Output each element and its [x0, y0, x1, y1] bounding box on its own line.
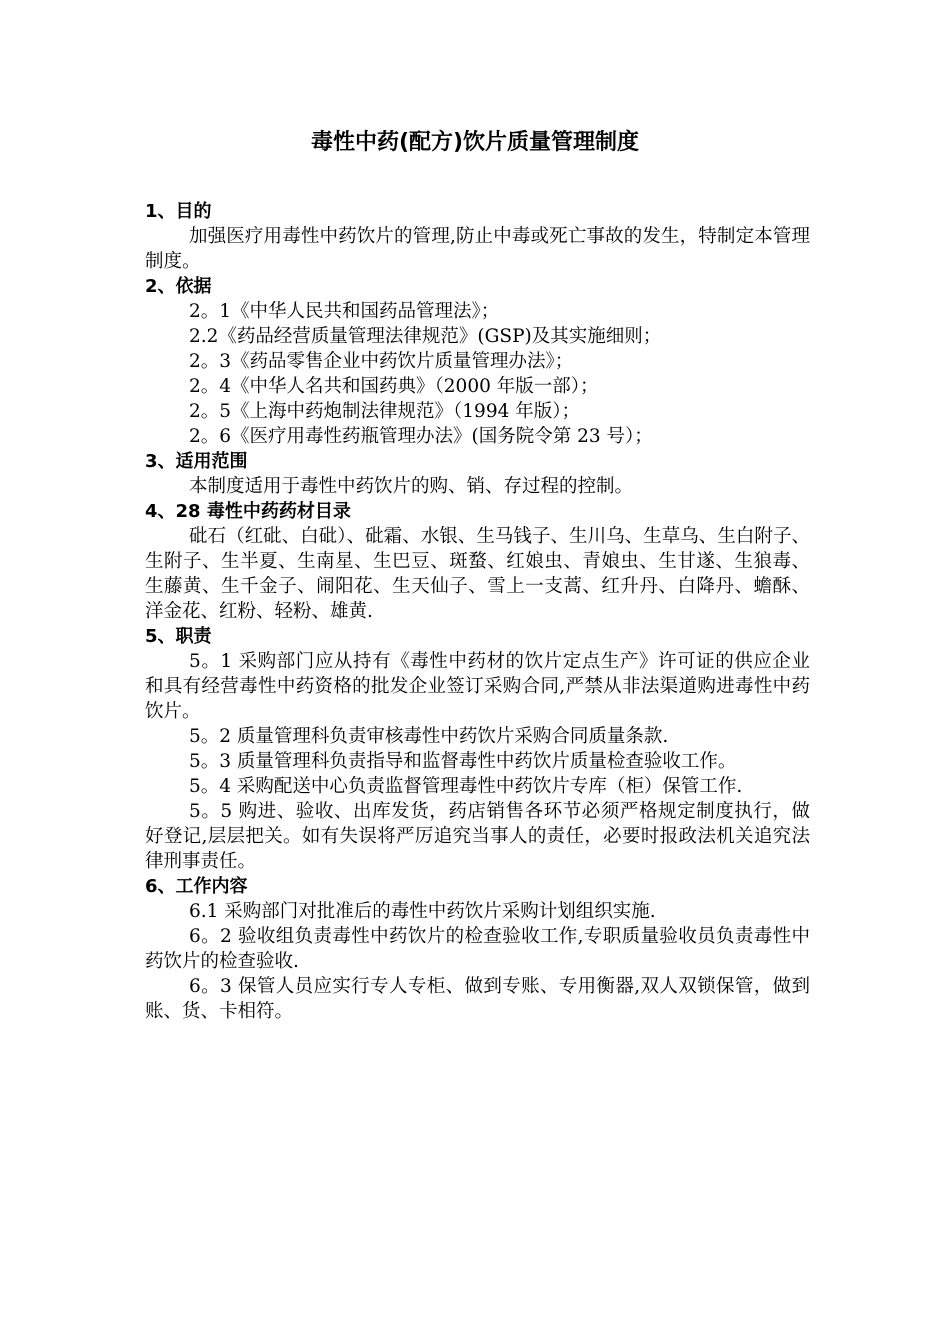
- paragraph: 5。3 质量管理科负责指导和监督毒性中药饮片质量检查验收工作。: [189, 751, 737, 772]
- section-heading: 5、职责: [145, 626, 212, 647]
- section-purpose: [145, 199, 810, 274]
- basis-item: 2。6《医疗用毒性药瓶管理办法》(国务院令第 23 号）；: [189, 426, 653, 447]
- paragraph: 本制度适用于毒性中药饮片的购、销、存过程的控制。: [189, 476, 634, 497]
- section-catalog: [145, 499, 810, 624]
- page-title: 毒性中药(配方)饮片质量管理制度: [310, 130, 640, 155]
- document-body: [145, 199, 810, 1024]
- basis-item: 2.2《药品经营质量管理法律规范》(GSP)及其实施细则；: [189, 326, 662, 347]
- basis-item: 2。3《药品零售企业中药饮片质量管理办法》；: [189, 351, 574, 372]
- paragraph: 6。2 验收组负责毒性中药饮片的检查验收工作,专职质量验收员负责毒性中药饮片的检查验收.: [145, 926, 810, 972]
- section-heading: 4、28 毒性中药药材目录: [145, 501, 351, 522]
- section-heading: 1、目的: [145, 201, 212, 222]
- basis-item: 2。1《中华人民共和国药品管理法》；: [189, 301, 500, 322]
- section-responsibilities: [145, 624, 810, 874]
- paragraph: 5。4 采购配送中心负责监督管理毒性中药饮片专库（柜）保管工作.: [189, 776, 743, 797]
- paragraph: 5。2 质量管理科负责审核毒性中药饮片采购合同质量条款.: [189, 726, 669, 747]
- section-heading: 2、依据: [145, 276, 212, 297]
- section-work-content: [145, 874, 810, 1024]
- paragraph: 5。5 购进、验收、出库发货，药店销售各环节必须严格规定制度执行，做好登记,层层把关。如有失误将严厉追究当事人的责任，必要时报政法机关追究法律刑事责任。: [145, 801, 810, 872]
- basis-item: 2。4《中华人名共和国药典》（2000 年版一部）；: [189, 376, 599, 397]
- section-basis: [145, 274, 810, 449]
- section-heading: 6、工作内容: [145, 876, 248, 897]
- paragraph: 6。3 保管人员应实行专人专柜、做到专账、专用衡器,双人双锁保管，做到账、货、卡相符。: [145, 976, 810, 1022]
- paragraph: 6.1 采购部门对批准后的毒性中药饮片采购计划组织实施.: [189, 901, 656, 922]
- paragraph: 砒石（红砒、白砒）、砒霜、水银、生马钱子、生川乌、生草乌、生白附子、生附子、生半夏、生南星、生巴豆、斑蝥、红娘虫、青娘虫、生甘遂、生狼毒、生藤黄、生千金子、闹阳花、生天仙子、雪上一支蒿、红升丹、白降丹、蟾酥、洋金花、红粉、轻粉、雄黄.: [145, 526, 810, 622]
- paragraph: 5。1 采购部门应从持有《毒性中药材的饮片定点生产》许可证的供应企业和具有经营毒性中药资格的批发企业签订采购合同,严禁从非法渠道购进毒性中药饮片。: [145, 651, 810, 722]
- basis-item: 2。5《上海中药炮制法律规范》（1994 年版）；: [189, 401, 581, 422]
- section-heading: 3、适用范围: [145, 451, 248, 472]
- section-scope: [145, 449, 810, 499]
- paragraph: 加强医疗用毒性中药饮片的管理,防止中毒或死亡事故的发生，特制定本管理制度。: [145, 226, 810, 272]
